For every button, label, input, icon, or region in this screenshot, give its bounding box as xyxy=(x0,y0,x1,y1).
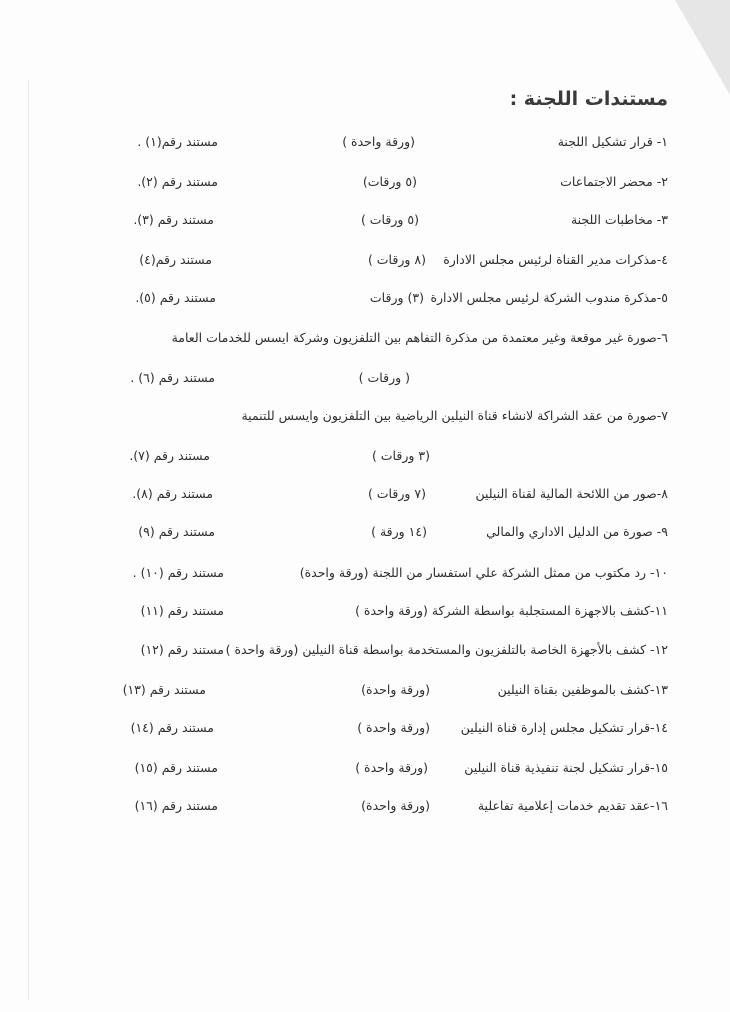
item-sheets: (٣ ورقات ) xyxy=(371,448,430,463)
item-sheets: (ورقة واحدة ) xyxy=(355,760,428,775)
item-sheets: (ورقة واحدة) xyxy=(361,798,430,813)
item-doc-number: مستند رقم(١) . xyxy=(137,134,218,149)
item-title: ١٠- رد مكتوب من ممثل الشركة علي استفسار من اللجنة (ورقة واحدة) xyxy=(299,565,668,580)
item-doc-number: مستند رقم (١٥) xyxy=(134,760,218,775)
item-sheets: (٥ ورقات ) xyxy=(360,212,419,227)
item-doc-number: مستند رقم (١٠) . xyxy=(132,565,224,580)
item-doc-number: مستند رقم(٤) xyxy=(139,252,212,267)
item-sheets: (٣) ورقات xyxy=(369,290,424,305)
item-doc-number: مستند رقم (٨). xyxy=(132,486,213,501)
item-sheets: (٥ ورقات) xyxy=(362,174,417,189)
item-doc-number: مستند رقم (١٣) xyxy=(122,682,206,697)
item-doc-number: مستند رقم (٥). xyxy=(135,290,216,305)
item-title: ١١-كشف بالاجهزة المستجلبة بواسطة الشركة (ورقة واحدة ) xyxy=(355,603,668,618)
page-edge-line xyxy=(28,80,29,1000)
item-title: ٧-صورة من عقد الشراكة لانشاء قناة النيلين الرياضية بين التلفزيون وايسس للتنمية xyxy=(241,408,668,423)
item-sheets: (ورقة واحدة ) xyxy=(342,134,415,149)
item-title: ١٤-قرار تشكيل مجلس إدارة قناة النيلين xyxy=(460,720,668,735)
item-title: ١٢- كشف بالأجهزة الخاصة بالتلفزيون والمستخدمة بواسطة قناة النيلين (ورقة واحدة ) xyxy=(225,642,668,657)
item-title: ٤-مذكرات مدير القناة لرئيس مجلس الادارة xyxy=(443,252,668,267)
item-title: ٣- مخاطبات اللجنة xyxy=(570,212,668,227)
item-title: ٦-صورة غير موقعة وغير معتمدة من مذكرة التفاهم بين التلفزيون وشركة ايسس للخدمات العامة xyxy=(171,330,668,345)
item-title: ٩- صورة من الدليل الاداري والمالي xyxy=(486,524,668,539)
item-doc-number: مستند رقم (٩) xyxy=(138,524,215,539)
item-sheets: (١٤ ورقة ) xyxy=(371,524,427,539)
item-title: ٨-صور من اللائحة المالية لقناة النيلين xyxy=(475,486,668,501)
item-title: ٥-مذكرة مندوب الشركة لرئيس مجلس الادارة xyxy=(430,290,668,305)
item-sheets: (ورقة واحدة) xyxy=(361,682,430,697)
item-title: ١- قرار تشكيل اللجنة xyxy=(557,134,668,149)
item-doc-number: مستند رقم (١٦) xyxy=(134,798,218,813)
item-sheets: (ورقة واحدة ) xyxy=(357,720,430,735)
item-doc-number: مستند رقم (٦) . xyxy=(130,370,215,385)
item-sheets: (٨ ورقات ) xyxy=(367,252,426,267)
item-sheets: ( ورقات ) xyxy=(358,370,410,385)
item-title: ١٣-كشف بالموظفين بقناة النيلين xyxy=(497,682,668,697)
item-doc-number: مستند رقم (١٢) xyxy=(140,642,224,657)
item-doc-number: مستند رقم (١٤) xyxy=(130,720,214,735)
item-doc-number: مستند رقم (٢). xyxy=(137,174,218,189)
item-sheets: (٧ ورقات ) xyxy=(367,486,426,501)
item-doc-number: مستند رقم (٣). xyxy=(133,212,214,227)
item-doc-number: مستند رقم (١١) xyxy=(140,603,224,618)
page-fold xyxy=(675,0,730,95)
item-title: ١٦-عقد تقديم خدمات إعلامية تفاعلية xyxy=(477,798,668,813)
item-title: ٢- محضر الاجتماعات xyxy=(560,174,668,189)
page-title: مستندات اللجنة : xyxy=(509,88,668,110)
item-doc-number: مستند رقم (٧). xyxy=(129,448,210,463)
item-title: ١٥-قرار تشكيل لجنة تنفيذية قناة النيلين xyxy=(464,760,668,775)
